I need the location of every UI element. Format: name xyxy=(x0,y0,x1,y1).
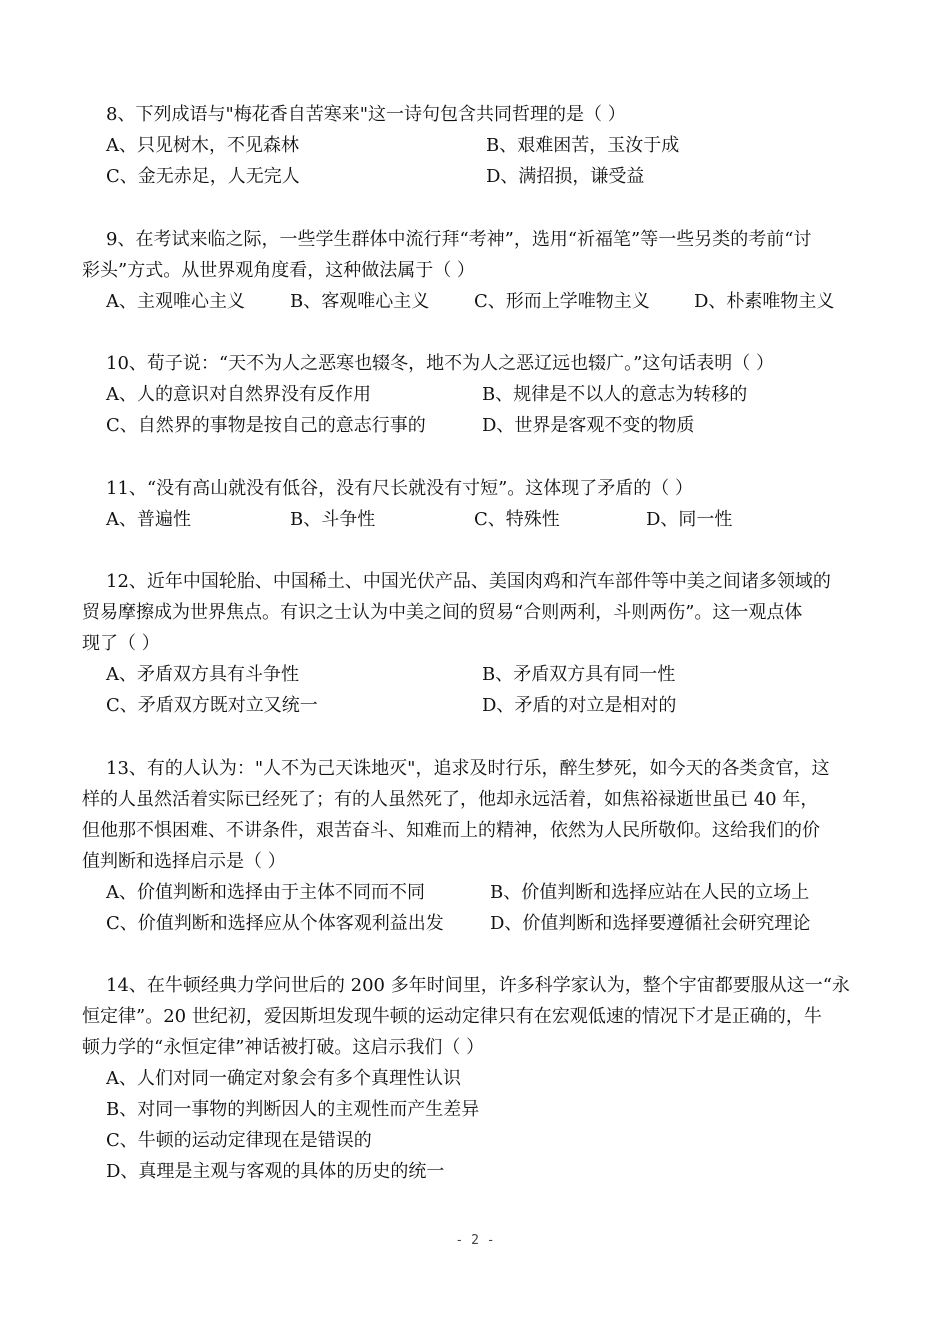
option-d[interactable]: D、价值判断和选择要遵循社会研究理论 xyxy=(490,913,811,934)
question-11 xyxy=(82,473,874,535)
option-a[interactable]: A、普遍性 xyxy=(106,509,191,530)
page-number: - 2 - xyxy=(455,1233,495,1248)
option-d[interactable]: D、真理是主观与客观的具体的历史的统一 xyxy=(106,1161,445,1182)
option-list xyxy=(82,504,874,535)
question-stem: 12、近年中国轮胎、中国稀土、中国光伏产品、美国肉鸡和汽车部件等中美之间诸多领域的 xyxy=(106,571,831,592)
option-a[interactable]: A、价值判断和选择由于主体不同而不同 xyxy=(106,882,425,903)
option-d[interactable]: D、朴素唯物主义 xyxy=(694,291,835,312)
option-a[interactable]: A、矛盾双方具有斗争性 xyxy=(106,664,299,685)
option-c[interactable]: C、金无赤足，人无完人 xyxy=(106,166,300,187)
question-stem: 9、在考试来临之际，一些学生群体中流行拜“考神”，选用“祈福笔”等一些另类的考前“讨 xyxy=(106,229,812,250)
option-c[interactable]: C、形而上学唯物主义 xyxy=(474,291,650,312)
question-stem: 贸易摩擦成为世界焦点。有识之士认为中美之间的贸易“合则两利，斗则两伤”。这一观点体 xyxy=(82,602,803,623)
question-stem: 顿力学的“永恒定律”神话被打破。这启示我们（ ） xyxy=(82,1037,485,1058)
question-12 xyxy=(82,566,874,721)
question-stem: 恒定律”。20 世纪初，爱因斯坦发现牛顿的运动定律只有在宏观低速的情况下才是正确的，牛 xyxy=(82,1006,822,1027)
option-d[interactable]: D、矛盾的对立是相对的 xyxy=(482,695,677,716)
option-list xyxy=(82,1063,874,1187)
option-a[interactable]: A、只见树木，不见森林 xyxy=(106,135,299,156)
question-stem: 彩头”方式。从世界观角度看，这种做法属于（ ） xyxy=(82,260,475,281)
question-stem: 10、荀子说：“天不为人之恶寒也辍冬，地不为人之恶辽远也辍广。”这句话表明（ ） xyxy=(106,353,775,374)
option-c[interactable]: C、特殊性 xyxy=(474,509,560,530)
question-stem: 现了（ ） xyxy=(82,633,160,654)
option-c[interactable]: C、自然界的事物是按自己的意志行事的 xyxy=(106,415,426,436)
question-stem: 8、下列成语与"梅花香自苦寒来"这一诗句包含共同哲理的是（ ） xyxy=(106,104,626,125)
question-stem: 值判断和选择启示是（ ） xyxy=(82,851,286,872)
question-14 xyxy=(82,970,874,1187)
option-list xyxy=(82,379,874,441)
question-stem: 样的人虽然活着实际已经死了；有的人虽然死了，他却永远活着，如焦裕禄逝世虽已 40 年， xyxy=(82,789,819,810)
option-c[interactable]: C、价值判断和选择应从个体客观利益出发 xyxy=(106,913,444,934)
question-10 xyxy=(82,348,874,441)
option-c[interactable]: C、矛盾双方既对立又统一 xyxy=(106,695,318,716)
question-8 xyxy=(82,99,874,192)
question-stem: 14、在牛顿经典力学问世后的 200 多年时间里，许多科学家认为，整个宇宙都要服从这一“永 xyxy=(106,975,850,996)
option-b[interactable]: B、对同一事物的判断因人的主观性而产生差异 xyxy=(106,1099,480,1120)
option-list xyxy=(82,286,874,317)
question-stem: 13、有的人认为："人不为己天诛地灭"，追求及时行乐，醉生梦死，如今天的各类贪官，这 xyxy=(106,758,830,779)
option-b[interactable]: B、艰难困苦，玉汝于成 xyxy=(486,135,680,156)
option-b[interactable]: B、斗争性 xyxy=(290,509,376,530)
option-b[interactable]: B、矛盾双方具有同一性 xyxy=(482,664,676,685)
option-a[interactable]: A、人的意识对自然界没有反作用 xyxy=(106,384,371,405)
option-list xyxy=(82,877,874,939)
option-d[interactable]: D、世界是客观不变的物质 xyxy=(482,415,695,436)
option-list xyxy=(82,130,874,192)
option-list xyxy=(82,659,874,721)
question-13 xyxy=(82,753,874,939)
option-d[interactable]: D、同一性 xyxy=(646,509,733,530)
option-a[interactable]: A、主观唯心主义 xyxy=(106,291,245,312)
option-b[interactable]: B、价值判断和选择应站在人民的立场上 xyxy=(490,882,810,903)
option-a[interactable]: A、人们对同一确定对象会有多个真理性认识 xyxy=(106,1068,461,1089)
question-9 xyxy=(82,224,874,317)
option-d[interactable]: D、满招损，谦受益 xyxy=(486,166,645,187)
option-b[interactable]: B、规律是不以人的意志为转移的 xyxy=(482,384,748,405)
option-c[interactable]: C、牛顿的运动定律现在是错误的 xyxy=(106,1130,372,1151)
question-stem: 但他那不惧困难、不讲条件，艰苦奋斗、知难而上的精神，依然为人民所敬仰。这给我们的价 xyxy=(82,820,820,841)
option-b[interactable]: B、客观唯心主义 xyxy=(290,291,430,312)
question-stem: 11、“没有高山就没有低谷，没有尺长就没有寸短”。这体现了矛盾的（ ） xyxy=(106,478,694,499)
